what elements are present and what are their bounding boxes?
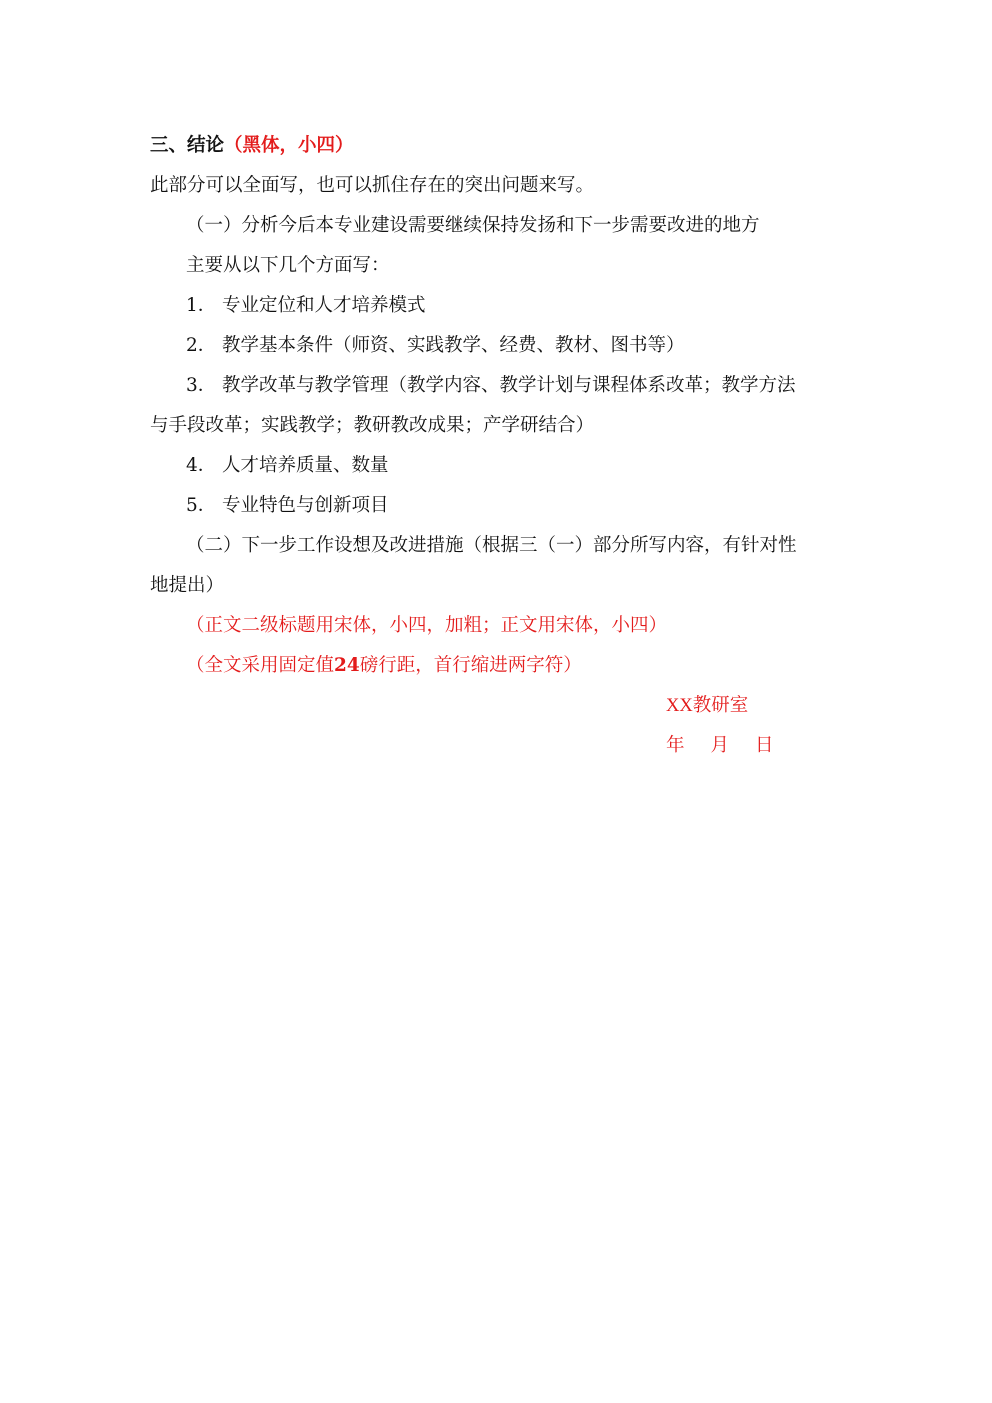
list-item-number: 5． [186,495,217,516]
date-month-label: 月 [710,735,730,756]
subsection-title-2-continuation: 地提出） [150,575,225,596]
date-day-label: 日 [755,735,774,756]
format-note-2 [186,646,850,686]
list-item-number: 3． [186,375,217,396]
list-lead: 主要从以下几个方面写： [186,255,390,276]
list-item [186,366,850,406]
list-item-number: 4． [186,455,217,476]
list-item-number: 2． [186,335,217,356]
heading-format-note: （黑体，小四） [224,135,354,156]
list-item [186,326,850,366]
list-item-text: 专业特色与创新项目 [222,495,389,516]
intro-paragraph: 此部分可以全面写，也可以抓住存在的突出问题来写。 [150,175,595,196]
list-item-text: 教学基本条件（师资、实践教学、经费、教材、图书等） [222,335,685,356]
list-item [186,286,850,326]
format-note-2-number: 24 [334,655,360,676]
format-note-2-part-a: （全文采用固定值 [186,655,335,676]
list-item [186,446,850,486]
list-item-text: 专业定位和人才培养模式 [222,295,426,316]
signature-office [666,686,866,726]
list-item-text: 人才培养质量、数量 [222,455,389,476]
list-item-continuation: 与手段改革；实践教学；教研教改成果；产学研结合） [150,415,595,436]
office-name: 教研室 [692,695,749,716]
format-note-1: （正文二级标题用宋体，小四，加粗；正文用宋体，小四） [186,615,668,636]
list-item-number: 1． [186,295,217,316]
signature-date [666,726,866,766]
date-year-label: 年 [666,735,685,756]
list-item [186,486,850,526]
office-code: XX [666,696,693,716]
section-heading [150,126,850,166]
subsection-title-1: （一）分析今后本专业建设需要继续保持发扬和下一步需要改进的地方 [186,215,760,236]
list-item-text: 教学改革与教学管理（教学内容、教学计划与课程体系改革；教学方法 [222,375,796,396]
format-note-2-part-c: 磅行距，首行缩进两字符） [359,655,582,676]
subsection-title-2: （二）下一步工作设想及改进措施（根据三（一）部分所写内容，有针对性 [186,535,797,556]
heading-title: 三、结论 [150,135,225,156]
